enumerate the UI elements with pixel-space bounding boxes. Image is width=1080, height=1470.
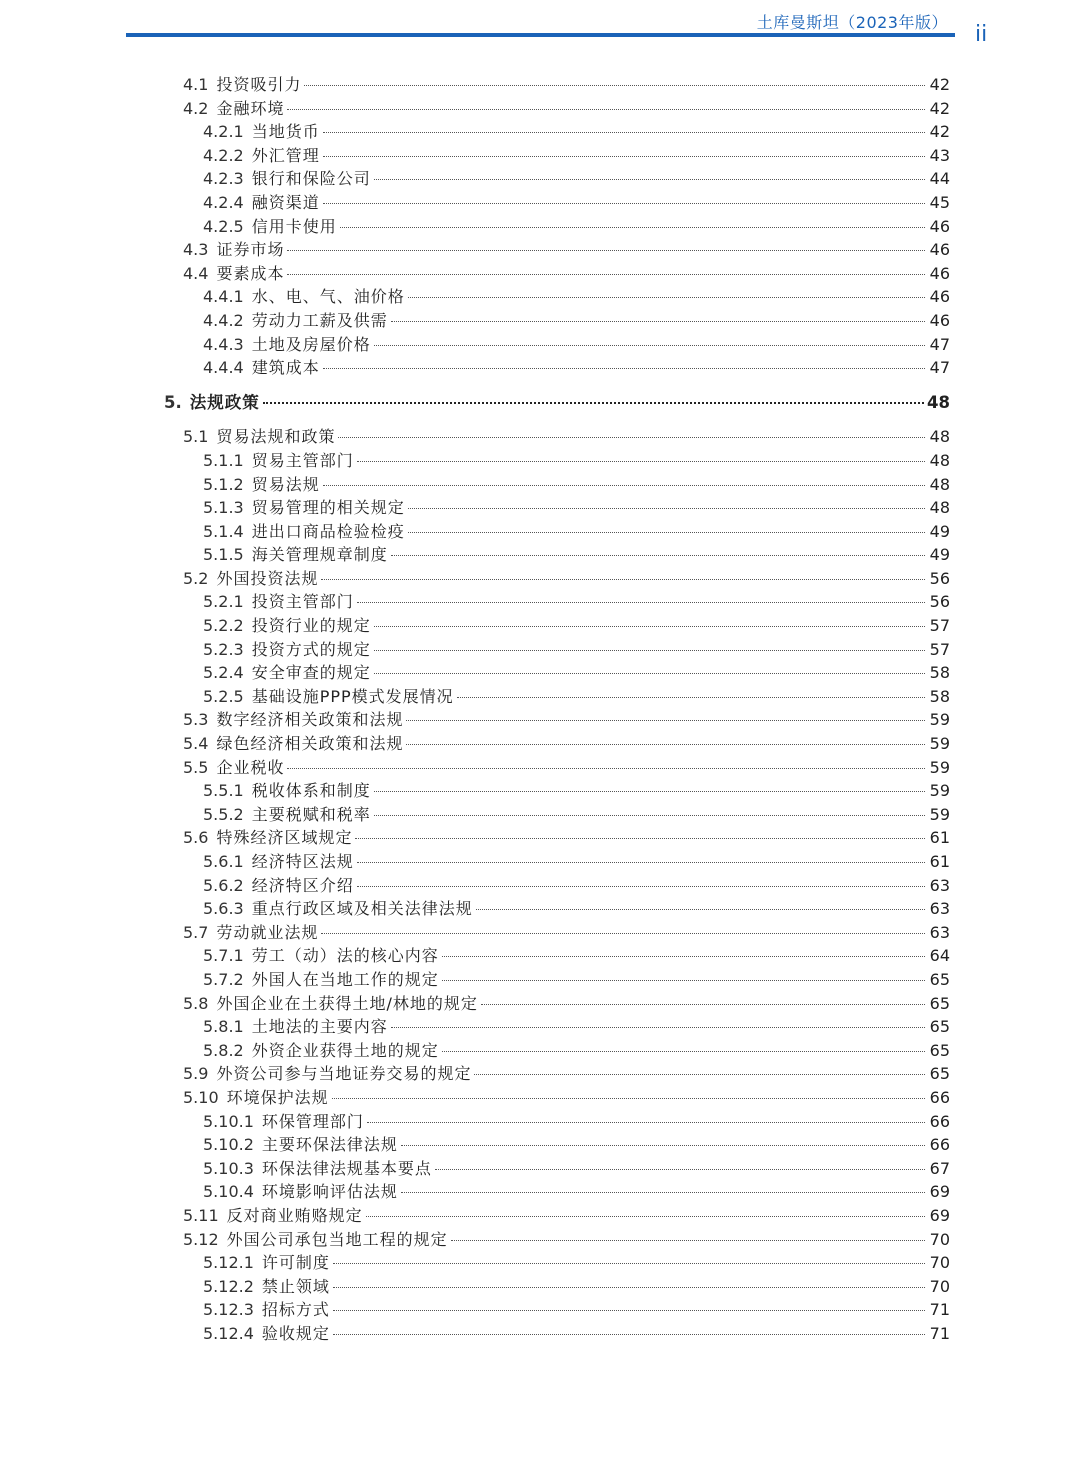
toc-entry-page: 48 (929, 474, 950, 494)
toc-entry-number: 4.1 (183, 75, 209, 94)
toc-entry-page: 58 (929, 686, 950, 706)
page-number: ii (975, 22, 988, 47)
toc-entry-title: 建筑成本 (251, 358, 320, 378)
toc-entry-page: 69 (929, 1182, 950, 1202)
toc-entry-page: 46 (929, 310, 950, 330)
dot-leader (457, 697, 925, 698)
toc-entry-title: 环境影响评估法规 (261, 1182, 398, 1202)
toc-entry[interactable] (0, 97, 1080, 121)
toc-entry-page: 65 (929, 1017, 950, 1037)
toc-entry-number: 5.5.1 (203, 781, 244, 801)
dot-leader (481, 1004, 925, 1005)
toc-entry[interactable] (0, 992, 1080, 1016)
toc-entry-page: 65 (929, 1040, 950, 1060)
dot-leader (408, 532, 925, 533)
toc-entry-number: 4.2.1 (203, 122, 244, 142)
toc-entry-number: 5.9 (183, 1064, 209, 1084)
toc-entry-title: 重点行政区域及相关法律法规 (251, 899, 473, 919)
toc-entry[interactable] (0, 1298, 1080, 1322)
toc-entry[interactable] (0, 803, 1080, 827)
toc-entry-page: 67 (929, 1158, 950, 1178)
toc-entry-title: 进出口商品检验检疫 (251, 521, 405, 541)
toc-entry-page: 70 (929, 1253, 950, 1273)
dot-leader (323, 368, 925, 369)
dot-leader (333, 1263, 925, 1264)
dot-leader (333, 1287, 925, 1288)
toc-entry-title: 投资主管部门 (251, 592, 354, 612)
dot-leader (357, 602, 925, 603)
toc-entry-number: 5.10 (183, 1087, 219, 1107)
toc-entry-title: 劳工（动）法的核心内容 (251, 946, 439, 966)
dot-leader (406, 720, 925, 721)
toc-entry[interactable] (0, 1251, 1080, 1275)
toc-entry-number: 5.2.5 (203, 686, 244, 706)
toc-entry-title: 外汇管理 (251, 145, 320, 165)
dot-leader (391, 1027, 925, 1028)
toc-entry-title: 企业税收 (216, 757, 285, 777)
toc-entry[interactable] (0, 215, 1080, 239)
toc-entry-number: 5.3 (183, 710, 209, 730)
toc-entry-page: 64 (929, 946, 950, 966)
toc-entry[interactable] (0, 1110, 1080, 1134)
toc-entry[interactable] (0, 826, 1080, 850)
toc-entry-page: 48 (929, 427, 950, 447)
toc-entry-number: 5. (164, 392, 182, 412)
toc-entry-number: 4.2.5 (203, 216, 244, 236)
toc-entry[interactable] (0, 921, 1080, 945)
toc-entry-title: 要素成本 (216, 263, 285, 283)
toc-entry-number: 5.2.3 (203, 639, 244, 659)
toc-entry[interactable] (0, 1133, 1080, 1157)
toc-entry-page: 45 (929, 192, 950, 212)
toc-entry-title: 证券市场 (216, 240, 285, 260)
toc-entry-number: 5.6.2 (203, 875, 244, 895)
toc-entry-number: 5.10.2 (203, 1135, 254, 1155)
toc-entry-page: 70 (929, 1229, 950, 1249)
toc-entry-page: 71 (929, 1300, 950, 1320)
toc-entry-page: 63 (929, 875, 950, 895)
toc-entry-title: 反对商业贿赂规定 (226, 1205, 363, 1225)
toc-entry-page: 70 (929, 1276, 950, 1296)
dot-leader (287, 250, 925, 251)
toc-entry-title: 环保法律法规基本要点 (261, 1158, 432, 1178)
toc-entry[interactable] (0, 1228, 1080, 1252)
toc-entry-number: 5.6.3 (203, 899, 244, 919)
toc-entry[interactable] (0, 850, 1080, 874)
toc-entry-number: 5.6.1 (203, 852, 244, 871)
toc-entry-number: 4.2.4 (203, 192, 244, 212)
toc-entry-page: 66 (929, 1087, 950, 1107)
toc-entry-page: 44 (929, 169, 950, 189)
toc-entry-title: 经济特区法规 (251, 852, 354, 871)
dot-leader (442, 956, 925, 957)
toc-entry[interactable] (0, 73, 1080, 97)
toc-entry-number: 4.2 (183, 98, 209, 118)
toc-entry[interactable] (0, 309, 1080, 333)
toc-entry-page: 48 (929, 450, 950, 470)
dot-leader (474, 1074, 925, 1075)
toc-entry-title: 特殊经济区域规定 (216, 828, 353, 848)
toc-entry[interactable] (0, 1204, 1080, 1228)
toc-entry-number: 5.1.3 (203, 498, 244, 518)
toc-entry-page: 63 (929, 922, 950, 942)
running-header-title: 土库曼斯坦（2023年版） (756, 13, 948, 32)
toc-entry[interactable] (0, 356, 1080, 380)
toc-entry[interactable] (0, 1015, 1080, 1039)
dot-leader (287, 768, 925, 769)
toc-entry-page: 59 (929, 710, 950, 730)
dot-leader (323, 485, 925, 486)
toc-entry-title: 信用卡使用 (251, 216, 337, 236)
toc-entry-page: 59 (929, 804, 950, 824)
toc-entry-page: 65 (929, 969, 950, 989)
toc-entry-number: 5.2.4 (203, 663, 244, 683)
toc-entry-page: 59 (929, 734, 950, 754)
dot-leader (401, 1192, 925, 1193)
toc-entry-page: 47 (929, 334, 950, 354)
toc-entry-number: 5.8.1 (203, 1017, 244, 1037)
toc-entry[interactable] (0, 708, 1080, 732)
dot-leader (391, 321, 925, 322)
toc-entry[interactable] (0, 120, 1080, 144)
toc-entry-number: 5.12.3 (203, 1300, 254, 1320)
toc-entry-page: 46 (929, 216, 950, 236)
toc-entry-page: 69 (929, 1205, 950, 1225)
toc-entry-page: 43 (929, 145, 950, 165)
toc-entry-number: 5.12.1 (203, 1253, 254, 1273)
toc-entry[interactable] (0, 167, 1080, 191)
toc-entry[interactable] (0, 391, 1080, 415)
toc-entry[interactable] (0, 897, 1080, 921)
toc-entry-number: 5.2.2 (203, 616, 244, 636)
toc-entry-page: 71 (929, 1323, 950, 1343)
dot-leader (435, 1169, 925, 1170)
toc-entry-title: 贸易法规和政策 (216, 427, 336, 447)
toc-entry-title: 投资行业的规定 (251, 616, 371, 636)
header-rule (126, 33, 955, 37)
toc-entry[interactable] (0, 333, 1080, 357)
toc-entry[interactable] (0, 1322, 1080, 1346)
toc-entry-page: 48 (927, 392, 950, 412)
toc-entry-title: 投资吸引力 (216, 75, 302, 94)
dot-leader (374, 650, 925, 651)
toc-entry-page: 57 (929, 639, 950, 659)
toc-entry-title: 金融环境 (216, 98, 285, 118)
dot-leader (333, 1334, 925, 1335)
toc-entry-number: 5.7.1 (203, 946, 244, 966)
toc-entry-page: 46 (929, 287, 950, 307)
toc-entry-page: 59 (929, 781, 950, 801)
toc-entry-number: 5.1.5 (203, 545, 244, 565)
toc-entry-title: 外资企业获得土地的规定 (251, 1040, 439, 1060)
toc-entry[interactable] (0, 756, 1080, 780)
toc-entry-page: 48 (929, 498, 950, 518)
toc-entry[interactable] (0, 473, 1080, 497)
toc-entry-title: 外国人在当地工作的规定 (251, 969, 439, 989)
toc-entry-number: 4.4 (183, 263, 209, 283)
dot-leader (374, 815, 925, 816)
toc-entry-title: 劳动就业法规 (216, 922, 319, 942)
toc-entry-page: 56 (929, 568, 950, 588)
toc-entry[interactable] (0, 1039, 1080, 1063)
toc-entry[interactable] (0, 1180, 1080, 1204)
toc-entry-number: 4.2.2 (203, 145, 244, 165)
toc-entry-number: 5.2.1 (203, 592, 244, 612)
dot-leader (287, 109, 925, 110)
toc-entry[interactable] (0, 685, 1080, 709)
toc-entry-title: 水、电、气、油价格 (251, 287, 405, 307)
dot-leader (357, 862, 925, 863)
dot-leader (442, 1051, 925, 1052)
dot-leader (366, 1216, 925, 1217)
toc-entry[interactable] (0, 638, 1080, 662)
dot-leader (374, 673, 925, 674)
toc-entry[interactable] (0, 543, 1080, 567)
toc-entry[interactable] (0, 191, 1080, 215)
toc-entry[interactable] (0, 1086, 1080, 1110)
toc-entry-number: 5.1.1 (203, 450, 244, 470)
dot-leader (408, 508, 925, 509)
toc-entry-number: 4.4.1 (203, 287, 244, 307)
toc-entry-page: 49 (929, 521, 950, 541)
toc-entry-title: 贸易法规 (251, 474, 320, 494)
toc-entry[interactable] (0, 144, 1080, 168)
toc-entry[interactable] (0, 1275, 1080, 1299)
toc-entry-page: 59 (929, 757, 950, 777)
toc-entry-number: 5.2 (183, 568, 209, 588)
dot-leader (355, 838, 925, 839)
toc-entry-page: 46 (929, 240, 950, 260)
toc-entry-page: 42 (929, 122, 950, 142)
dot-leader (374, 179, 925, 180)
dot-leader (406, 744, 925, 745)
dot-leader (374, 345, 925, 346)
dot-leader (340, 227, 925, 228)
toc-entry[interactable] (0, 238, 1080, 262)
toc-entry-page: 65 (929, 993, 950, 1013)
toc-entry-number: 5.7.2 (203, 969, 244, 989)
toc-entry[interactable] (0, 449, 1080, 473)
toc-entry-page: 61 (929, 828, 950, 848)
toc-entry-number: 5.6 (183, 828, 209, 848)
dot-leader (391, 555, 925, 556)
dot-leader (338, 437, 925, 438)
toc-entry-title: 外资公司参与当地证券交易的规定 (216, 1064, 472, 1084)
toc-entry-title: 数字经济相关政策和法规 (216, 710, 404, 730)
toc-entry-title: 当地货币 (251, 122, 320, 142)
toc-entry-page: 66 (929, 1111, 950, 1131)
toc-entry[interactable] (0, 496, 1080, 520)
toc-entry[interactable] (0, 944, 1080, 968)
toc-entry-title: 环保管理部门 (261, 1111, 364, 1131)
toc-entry-page: 47 (929, 358, 950, 378)
toc-entry-number: 5.11 (183, 1205, 219, 1225)
dot-leader (321, 579, 925, 580)
toc-entry-title: 招标方式 (261, 1300, 330, 1320)
dot-leader (374, 791, 925, 792)
dot-leader (323, 132, 925, 133)
toc-entry-page: 66 (929, 1135, 950, 1155)
toc-entry[interactable] (0, 968, 1080, 992)
toc-entry-title: 外国企业在土获得土地/林地的规定 (216, 993, 478, 1013)
toc-entry[interactable] (0, 732, 1080, 756)
toc-entry-title: 银行和保险公司 (251, 169, 371, 189)
toc-entry[interactable] (0, 874, 1080, 898)
dot-leader (357, 461, 925, 462)
dot-leader (367, 1122, 925, 1123)
toc-entry-title: 外国公司承包当地工程的规定 (226, 1229, 448, 1249)
dot-leader (476, 909, 925, 910)
toc-entry-page: 63 (929, 899, 950, 919)
toc-entry-page: 65 (929, 1064, 950, 1084)
toc-entry-title: 劳动力工薪及供需 (251, 310, 388, 330)
toc-entry[interactable] (0, 520, 1080, 544)
toc-entry-number: 5.4 (183, 734, 209, 754)
toc-entry-title: 土地法的主要内容 (251, 1017, 388, 1037)
toc-entry[interactable] (0, 1062, 1080, 1086)
toc-entry-title: 安全审查的规定 (251, 663, 371, 683)
toc-entry-page: 46 (929, 263, 950, 283)
toc-entry-title: 土地及房屋价格 (251, 334, 371, 354)
toc-entry-number: 5.8 (183, 993, 209, 1013)
toc-entry[interactable] (0, 425, 1080, 449)
toc-entry[interactable] (0, 567, 1080, 591)
toc-entry[interactable] (0, 779, 1080, 803)
dot-leader (304, 85, 925, 86)
toc-entry-page: 42 (929, 75, 950, 94)
toc-entry-number: 4.4.2 (203, 310, 244, 330)
toc-entry-title: 主要税赋和税率 (251, 804, 371, 824)
table-of-contents (0, 73, 1080, 1345)
toc-entry-title: 法规政策 (189, 392, 260, 412)
toc-entry-number: 5.12.4 (203, 1323, 254, 1343)
toc-entry-number: 5.10.1 (203, 1111, 254, 1131)
toc-entry[interactable] (0, 590, 1080, 614)
toc-entry-title: 绿色经济相关政策和法规 (216, 734, 404, 754)
toc-entry-number: 5.12 (183, 1229, 219, 1249)
toc-entry-number: 5.5 (183, 757, 209, 777)
dot-leader (321, 933, 925, 934)
toc-entry-page: 57 (929, 616, 950, 636)
dot-leader (408, 297, 925, 298)
toc-entry[interactable] (0, 1157, 1080, 1181)
dot-leader (451, 1240, 925, 1241)
dot-leader (401, 1145, 925, 1146)
toc-entry-title: 税收体系和制度 (251, 781, 371, 801)
toc-entry-number: 4.2.3 (203, 169, 244, 189)
dot-leader (442, 980, 925, 981)
toc-entry-number: 5.1 (183, 427, 209, 447)
dot-leader (323, 156, 925, 157)
toc-entry-number: 5.10.4 (203, 1182, 254, 1202)
toc-entry-number: 5.7 (183, 922, 209, 942)
toc-entry-number: 5.1.4 (203, 521, 244, 541)
dot-leader (287, 274, 925, 275)
toc-entry-number: 5.8.2 (203, 1040, 244, 1060)
toc-entry-title: 外国投资法规 (216, 568, 319, 588)
dot-leader (333, 1310, 925, 1311)
toc-entry-title: 经济特区介绍 (251, 875, 354, 895)
toc-entry-title: 基础设施PPP模式发展情况 (251, 686, 454, 706)
dot-leader (323, 203, 925, 204)
toc-entry-title: 投资方式的规定 (251, 639, 371, 659)
toc-entry[interactable] (0, 614, 1080, 638)
toc-entry-title: 禁止领域 (261, 1276, 330, 1296)
toc-entry-page: 58 (929, 663, 950, 683)
toc-entry-number: 4.3 (183, 240, 209, 260)
toc-entry-page: 49 (929, 545, 950, 565)
dot-leader (332, 1098, 925, 1099)
toc-entry-number: 4.4.3 (203, 334, 244, 354)
toc-entry[interactable] (0, 285, 1080, 309)
toc-entry-number: 5.12.2 (203, 1276, 254, 1296)
toc-entry-number: 5.1.2 (203, 474, 244, 494)
toc-entry-title: 主要环保法律法规 (261, 1135, 398, 1155)
toc-entry-title: 许可制度 (261, 1253, 330, 1273)
toc-entry-title: 海关管理规章制度 (251, 545, 388, 565)
toc-entry-page: 42 (929, 98, 950, 118)
toc-entry-number: 5.5.2 (203, 804, 244, 824)
toc-entry-page: 56 (929, 592, 950, 612)
toc-entry-title: 环境保护法规 (226, 1087, 329, 1107)
toc-entry-title: 贸易主管部门 (251, 450, 354, 470)
toc-entry-number: 4.4.4 (203, 358, 244, 378)
toc-entry-title: 验收规定 (261, 1323, 330, 1343)
toc-entry-number: 5.10.3 (203, 1158, 254, 1178)
toc-entry[interactable] (0, 262, 1080, 286)
toc-entry-title: 贸易管理的相关规定 (251, 498, 405, 518)
toc-entry-title: 融资渠道 (251, 192, 320, 212)
toc-entry-page: 61 (929, 852, 950, 871)
dot-leader (263, 402, 924, 404)
toc-entry[interactable] (0, 661, 1080, 685)
dot-leader (357, 886, 925, 887)
dot-leader (374, 626, 925, 627)
